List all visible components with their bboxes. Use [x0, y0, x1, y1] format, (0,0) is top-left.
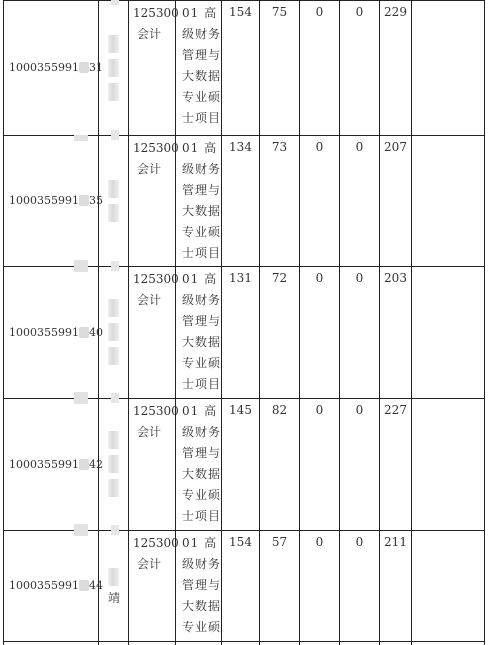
score-1: 154 [229, 5, 252, 19]
program-name: 01 高 级财务 管理与 大数据 专业硕 士项目 [182, 6, 222, 125]
student-id: 1000355991 42 [4, 398, 103, 530]
program-code: 125300 会计 [133, 6, 179, 41]
score-3: 0 [315, 271, 324, 285]
score-2: 82 [271, 403, 288, 417]
program-code: 125300 会计 [133, 141, 179, 176]
total-score: 207 [384, 140, 407, 154]
student-name [99, 135, 128, 266]
score-1: 134 [229, 140, 252, 154]
program-name: 01 高 级财务 管理与 大数据 专业硕 士项目 [182, 272, 222, 391]
student-id: 1000355991 35 [4, 135, 103, 266]
total-score: 211 [384, 535, 407, 549]
program-name: 01 高 级财务 管理与 大数据 专业硕 士项目 [182, 141, 222, 260]
score-4: 0 [355, 271, 364, 285]
student-id: 1000355991 31 [9, 61, 103, 74]
score-1: 145 [229, 403, 252, 417]
score-table [3, 0, 485, 645]
score-4: 0 [355, 5, 364, 19]
program-code: 125300 会计 [133, 536, 179, 571]
redaction-mark [79, 580, 89, 591]
program-code: 125300 会计 [133, 404, 179, 439]
score-2: 57 [271, 535, 288, 549]
table-row [3, 398, 485, 530]
score-4: 0 [355, 140, 364, 154]
redaction-mark [79, 62, 89, 73]
redaction-mark [79, 327, 89, 338]
score-2: 73 [271, 140, 288, 154]
student-name: 靖 [99, 530, 128, 641]
score-4: 0 [355, 403, 364, 417]
program-name: 01 高 级财务 管理与 大数据 专业硕 [182, 536, 222, 634]
program-code: 125300 会计 [133, 272, 179, 307]
program-name: 01 高 级财务 管理与 大数据 专业硕 士项目 [182, 404, 222, 523]
score-1: 154 [229, 535, 252, 549]
score-3: 0 [315, 140, 324, 154]
table-row [3, 0, 485, 135]
student-name [99, 398, 128, 530]
table-row [3, 135, 485, 266]
table-row [3, 266, 485, 398]
student-name [99, 0, 128, 135]
total-score: 227 [384, 403, 407, 417]
student-id: 1000355991 44 [4, 530, 103, 641]
student-id: 1000355991 40 [4, 266, 103, 398]
redaction-mark [79, 195, 89, 206]
score-3: 0 [315, 403, 324, 417]
score-2: 72 [271, 271, 288, 285]
table-row [3, 530, 485, 641]
score-3: 0 [315, 535, 324, 549]
total-score: 229 [384, 5, 407, 19]
score-1: 131 [229, 271, 252, 285]
score-2: 75 [271, 5, 288, 19]
score-3: 0 [315, 5, 324, 19]
total-score: 203 [384, 271, 407, 285]
score-4: 0 [355, 535, 364, 549]
student-name [99, 266, 128, 398]
redaction-mark [79, 459, 89, 470]
